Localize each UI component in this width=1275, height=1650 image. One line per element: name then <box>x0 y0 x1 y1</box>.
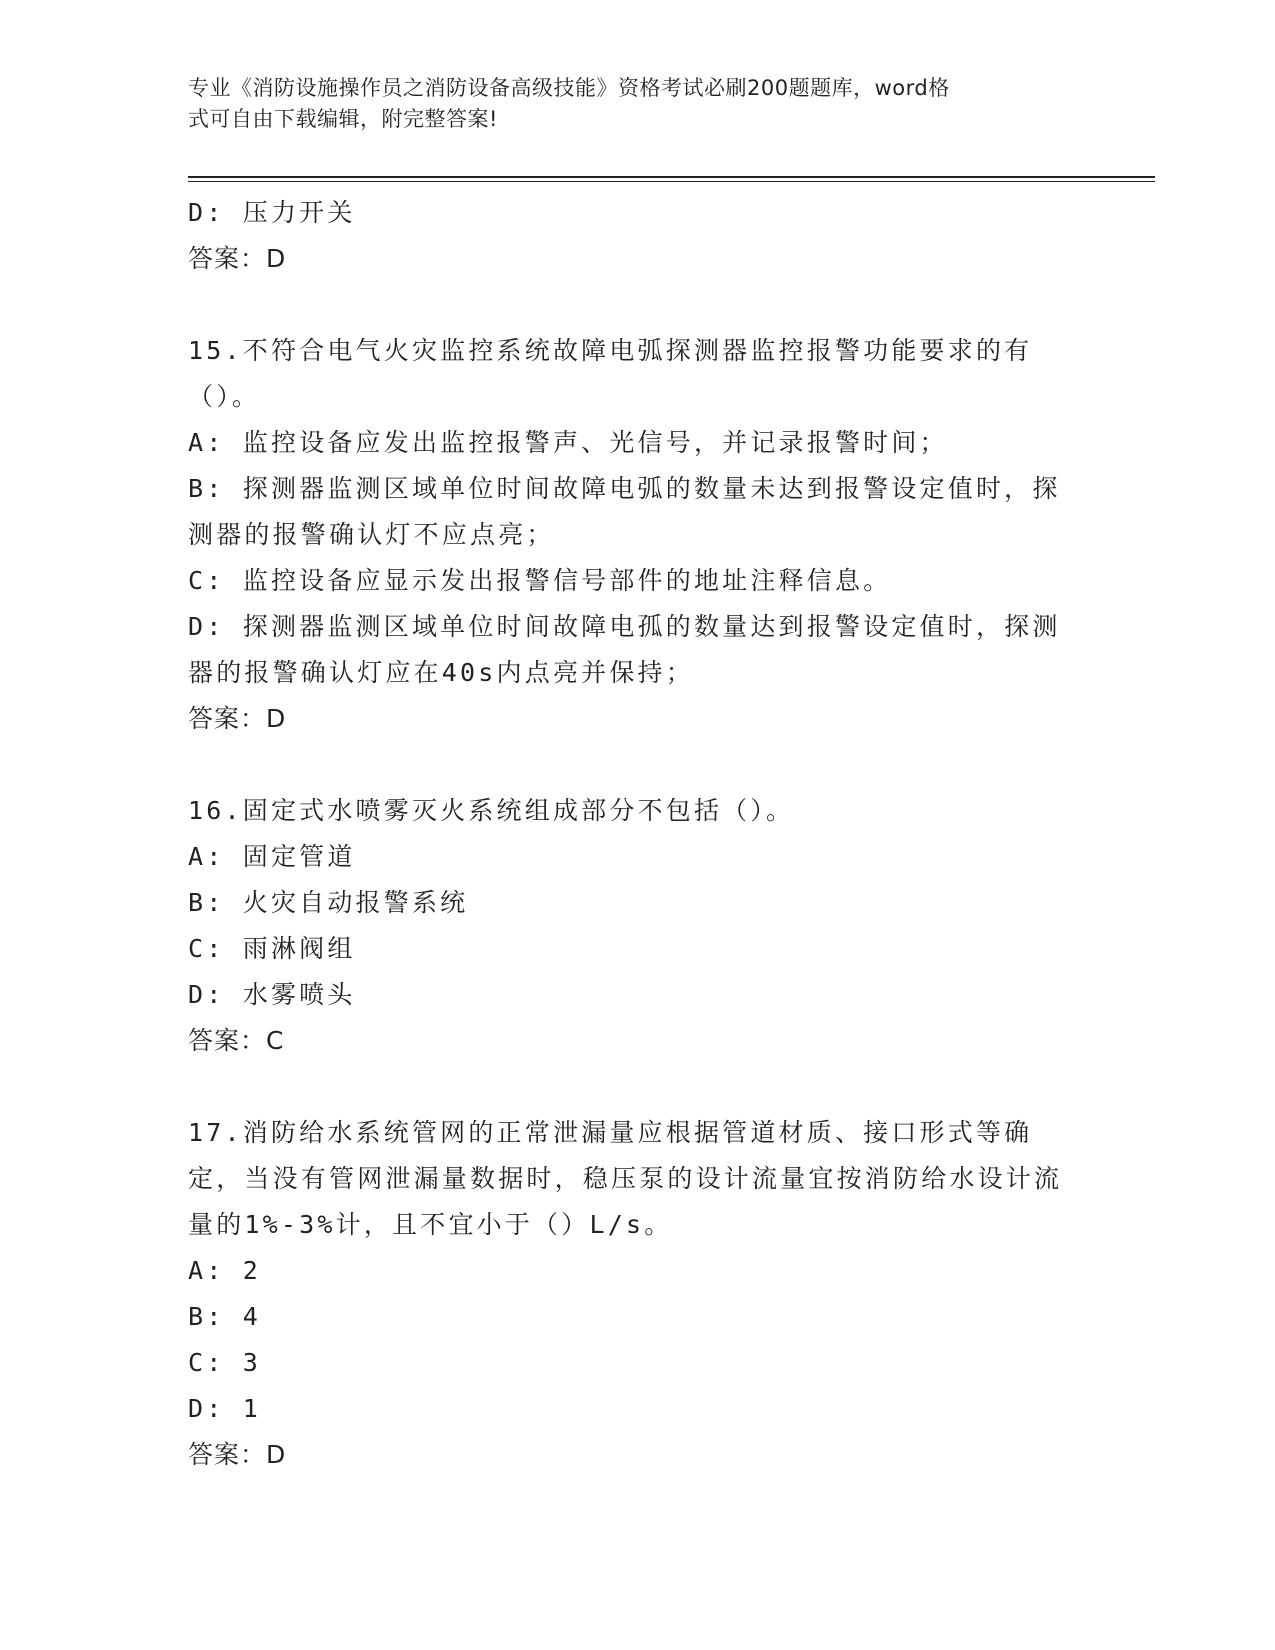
question-17-answer: 答案：D <box>188 1440 287 1469</box>
question-content <box>188 190 1078 1478</box>
question-15 <box>188 328 1078 742</box>
question-16-option-d: D: 水雾喷头 <box>188 980 356 1009</box>
question-16-option-c: C: 雨淋阀组 <box>188 934 356 963</box>
question-15-answer: 答案：D <box>188 704 287 733</box>
question-16-text: 16.固定式水喷雾灭火系统组成部分不包括（）。 <box>188 796 795 825</box>
header-line-2: 式可自由下载编辑，附完整答案! <box>188 107 498 131</box>
question-17-option-a: A: 2 <box>188 1256 262 1285</box>
question-15-option-d: D: 探测器监测区域单位时间故障电孤的数量达到报警设定值时，探测器的报警确认灯应在40s内点亮并保持； <box>188 612 1061 687</box>
document-header <box>188 73 1068 135</box>
question-17-option-c: C: 3 <box>188 1348 262 1377</box>
question-15-option-c: C: 监控设备应显示发出报警信号部件的地址注释信息。 <box>188 566 892 595</box>
header-rule-thick <box>188 176 1155 178</box>
spacer <box>188 282 1078 328</box>
question-15-option-a: A: 监控设备应发出监控报警声、光信号，并记录报警时间； <box>188 428 948 457</box>
spacer <box>188 742 1078 788</box>
question-17-option-b: B: 4 <box>188 1302 262 1331</box>
spacer <box>188 1064 1078 1110</box>
prev-answer: 答案：D <box>188 244 287 273</box>
question-17 <box>188 1110 1078 1478</box>
question-17-text: 17.消防给水系统管网的正常泄漏量应根据管道材质、接口形式等确定，当没有管网泄漏量数据时，稳压泵的设计流量宜按消防给水设计流量的1%-3%计，且不宜小于（）L/s。 <box>188 1118 1063 1239</box>
question-16-answer: 答案：C <box>188 1026 285 1055</box>
header-line-1: 专业《消防设施操作员之消防设备高级技能》资格考试必刷200题题库，word格 <box>188 76 950 100</box>
question-17-option-d: D: 1 <box>188 1394 262 1423</box>
question-16 <box>188 788 1078 1064</box>
prev-option-d: D: 压力开关 <box>188 198 356 227</box>
header-rule-thin <box>188 181 1155 182</box>
question-16-option-b: B: 火灾自动报警系统 <box>188 888 469 917</box>
question-15-text: 15.不符合电气火灾监控系统故障电弧探测器监控报警功能要求的有（）。 <box>188 336 1033 411</box>
question-16-option-a: A: 固定管道 <box>188 842 356 871</box>
question-15-option-b: B: 探测器监测区域单位时间故障电弧的数量未达到报警设定值时，探测器的报警确认灯不应点亮； <box>188 474 1061 549</box>
